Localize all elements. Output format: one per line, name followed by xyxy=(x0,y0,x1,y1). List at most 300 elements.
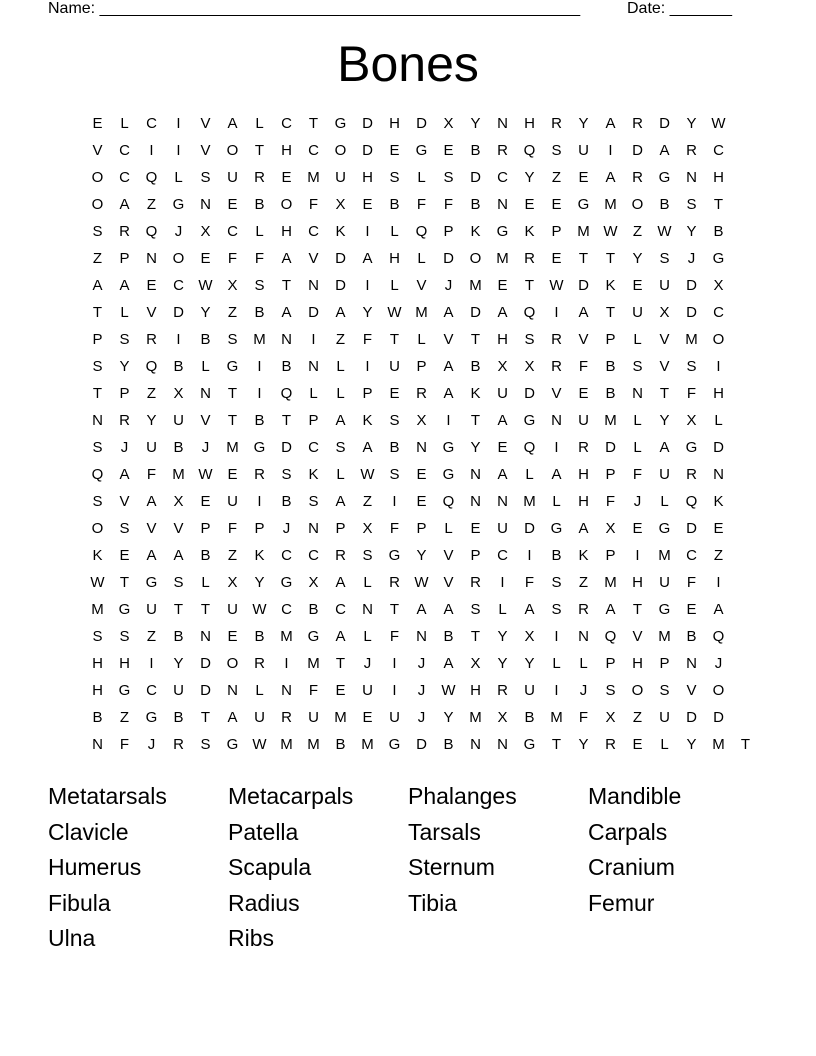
grid-letter: I xyxy=(554,304,559,321)
grid-letter: B xyxy=(173,709,184,726)
grid-letter: R xyxy=(416,385,427,402)
grid-letter: X xyxy=(362,520,373,537)
grid-letter: M xyxy=(172,466,185,483)
grid-row xyxy=(84,465,759,492)
grid-letter: W xyxy=(198,277,213,294)
grid-letter: T xyxy=(389,601,400,618)
grid-letter: A xyxy=(92,277,103,294)
grid-letter: S xyxy=(119,331,130,348)
grid-letter: A xyxy=(497,412,508,429)
grid-letter: P xyxy=(92,331,103,348)
grid-letter: B xyxy=(254,628,265,645)
grid-letter: L xyxy=(417,169,426,186)
grid-letter: Y xyxy=(686,115,697,132)
grid-letter: J xyxy=(444,277,453,294)
grid-letter: B xyxy=(443,628,454,645)
grid-letter: Y xyxy=(146,412,157,429)
grid-letter: A xyxy=(659,142,670,159)
grid-letter: G xyxy=(145,574,158,591)
grid-letter: M xyxy=(307,169,320,186)
grid-letter: A xyxy=(443,385,454,402)
grid-letter: K xyxy=(362,412,373,429)
grid-letter: Q xyxy=(91,466,104,483)
grid-letter: D xyxy=(443,250,454,267)
grid-letter: R xyxy=(119,223,130,240)
grid-row xyxy=(84,735,759,762)
grid-letter: S xyxy=(362,547,373,564)
grid-letter: C xyxy=(308,547,319,564)
grid-letter: M xyxy=(307,655,320,672)
grid-letter: T xyxy=(470,331,481,348)
grid-letter: C xyxy=(119,169,130,186)
grid-letter: K xyxy=(254,547,265,564)
grid-letter: A xyxy=(497,304,508,321)
grid-letter: N xyxy=(497,736,508,753)
grid-letter: N xyxy=(281,682,292,699)
grid-letter: D xyxy=(470,304,481,321)
grid-letter: Q xyxy=(280,385,293,402)
grid-letter: S xyxy=(605,682,616,699)
grid-letter: C xyxy=(119,142,130,159)
grid-letter: E xyxy=(146,277,157,294)
grid-letter: K xyxy=(335,223,346,240)
grid-letter: L xyxy=(660,493,669,510)
grid-letter: W xyxy=(198,466,213,483)
grid-letter: Z xyxy=(632,709,643,726)
grid-letter: Z xyxy=(146,196,157,213)
page-title: Bones xyxy=(337,36,479,92)
grid-letter: T xyxy=(551,736,562,753)
grid-letter: V xyxy=(578,331,589,348)
grid-letter: F xyxy=(389,628,400,645)
word-list-item: Scapula xyxy=(228,854,312,880)
grid-row xyxy=(84,654,759,681)
grid-letter: B xyxy=(389,439,400,456)
grid-letter: E xyxy=(416,493,427,510)
grid-letter: V xyxy=(92,142,103,159)
grid-letter: D xyxy=(713,709,724,726)
grid-letter: G xyxy=(307,628,320,645)
word-list-item: Humerus xyxy=(48,854,142,880)
grid-letter: A xyxy=(362,439,373,456)
grid-letter: S xyxy=(686,196,697,213)
grid-letter: K xyxy=(605,277,616,294)
grid-letter: T xyxy=(335,655,346,672)
grid-letter: S xyxy=(227,331,238,348)
grid-letter: R xyxy=(686,142,697,159)
grid-letter: Z xyxy=(146,628,157,645)
grid-letter: G xyxy=(172,196,185,213)
grid-row xyxy=(84,384,759,411)
word-list-item: Clavicle xyxy=(48,818,129,845)
grid-letter: S xyxy=(659,250,670,267)
grid-letter: E xyxy=(443,142,454,159)
grid-letter: O xyxy=(172,250,185,267)
grid-letter: M xyxy=(280,628,293,645)
grid-letter: L xyxy=(633,412,642,429)
grid-letter: S xyxy=(659,682,670,699)
grid-letter: P xyxy=(254,520,265,537)
grid-letter: J xyxy=(120,439,129,456)
grid-letter: K xyxy=(524,223,535,240)
grid-letter: E xyxy=(470,520,481,537)
grid-letter: Y xyxy=(524,655,535,672)
grid-letter: V xyxy=(686,682,697,699)
grid-letter: R xyxy=(578,439,589,456)
grid-letter: B xyxy=(254,304,265,321)
grid-letter: M xyxy=(361,736,374,753)
grid-letter: I xyxy=(149,142,154,159)
grid-letter: T xyxy=(578,250,589,267)
grid-letter: M xyxy=(334,709,347,726)
grid-row xyxy=(84,546,759,573)
grid-letter: F xyxy=(605,493,616,510)
grid-letter: L xyxy=(255,115,264,132)
grid-letter: D xyxy=(686,709,697,726)
grid-letter: T xyxy=(173,601,184,618)
grid-letter: Q xyxy=(523,142,536,159)
grid-letter: E xyxy=(227,628,238,645)
grid-letter: N xyxy=(281,331,292,348)
grid-letter: L xyxy=(714,412,723,429)
grid-letter: R xyxy=(281,709,292,726)
grid-letter: E xyxy=(335,682,346,699)
grid-letter: F xyxy=(227,520,238,537)
grid-letter: F xyxy=(686,574,697,591)
word-list-item: Femur xyxy=(588,889,655,916)
grid-letter: A xyxy=(605,169,616,186)
grid-letter: U xyxy=(659,574,670,591)
grid-letter: G xyxy=(442,439,455,456)
grid-letter: L xyxy=(255,223,264,240)
grid-letter: T xyxy=(524,277,535,294)
grid-letter: F xyxy=(389,520,400,537)
grid-letter: S xyxy=(92,358,103,375)
grid-letter: Z xyxy=(92,250,103,267)
grid-letter: E xyxy=(632,736,643,753)
grid-letter: E xyxy=(524,196,535,213)
grid-letter: O xyxy=(631,196,644,213)
grid-letter: G xyxy=(577,196,590,213)
grid-row xyxy=(84,303,759,330)
grid-letter: Q xyxy=(145,223,158,240)
grid-letter: R xyxy=(389,574,400,591)
grid-letter: W xyxy=(387,304,402,321)
grid-letter: Z xyxy=(227,304,238,321)
grid-letter: C xyxy=(227,223,238,240)
grid-letter: E xyxy=(632,277,643,294)
grid-letter: M xyxy=(604,412,617,429)
grid-letter: C xyxy=(497,169,508,186)
grid-letter: X xyxy=(713,277,724,294)
grid-letter: E xyxy=(578,385,589,402)
grid-letter: P xyxy=(443,223,454,240)
grid-letter: F xyxy=(308,196,319,213)
grid-letter: Z xyxy=(551,169,562,186)
grid-letter: H xyxy=(470,682,481,699)
grid-letter: V xyxy=(146,520,157,537)
grid-letter: C xyxy=(146,682,157,699)
grid-letter: Z xyxy=(146,385,157,402)
grid-letter: X xyxy=(524,628,535,645)
grid-letter: D xyxy=(524,520,535,537)
grid-letter: H xyxy=(92,682,103,699)
grid-letter: L xyxy=(390,223,399,240)
grid-letter: S xyxy=(173,574,184,591)
grid-letter: V xyxy=(659,358,670,375)
grid-letter: O xyxy=(226,142,239,159)
grid-row xyxy=(84,168,759,195)
grid-letter: Q xyxy=(523,439,536,456)
grid-letter: C xyxy=(497,547,508,564)
grid-letter: S xyxy=(308,493,319,510)
grid-letter: A xyxy=(578,520,589,537)
grid-letter: H xyxy=(578,493,589,510)
grid-letter: I xyxy=(257,385,262,402)
grid-letter: N xyxy=(470,493,481,510)
grid-letter: B xyxy=(308,601,319,618)
grid-letter: J xyxy=(633,493,642,510)
grid-letter: R xyxy=(632,115,643,132)
grid-letter: E xyxy=(362,196,373,213)
grid-letter: I xyxy=(554,682,559,699)
grid-letter: Q xyxy=(145,169,158,186)
grid-letter: G xyxy=(712,250,725,267)
grid-letter: O xyxy=(712,331,725,348)
grid-letter: A xyxy=(335,304,346,321)
grid-letter: Y xyxy=(578,115,589,132)
grid-letter: X xyxy=(227,574,238,591)
grid-letter: P xyxy=(416,358,427,375)
grid-letter: D xyxy=(308,304,319,321)
grid-letter: S xyxy=(92,493,103,510)
grid-letter: L xyxy=(498,601,507,618)
grid-letter: B xyxy=(281,358,292,375)
grid-letter: R xyxy=(578,601,589,618)
grid-letter: T xyxy=(119,574,130,591)
grid-letter: P xyxy=(605,466,616,483)
grid-letter: B xyxy=(605,358,616,375)
grid-letter: S xyxy=(200,169,211,186)
grid-letter: T xyxy=(200,709,211,726)
grid-letter: U xyxy=(173,412,184,429)
grid-letter: O xyxy=(334,142,347,159)
grid-letter: K xyxy=(578,547,589,564)
grid-letter: V xyxy=(173,520,184,537)
grid-letter: P xyxy=(551,223,562,240)
grid-letter: I xyxy=(392,493,397,510)
grid-letter: C xyxy=(713,304,724,321)
grid-letter: B xyxy=(254,412,265,429)
grid-letter: X xyxy=(200,223,211,240)
grid-letter: N xyxy=(686,655,697,672)
grid-letter: Q xyxy=(604,628,617,645)
grid-letter: B xyxy=(389,196,400,213)
grid-letter: R xyxy=(146,331,157,348)
grid-letter: V xyxy=(443,574,454,591)
grid-letter: X xyxy=(308,574,319,591)
grid-letter: X xyxy=(470,655,481,672)
grid-letter: F xyxy=(686,385,697,402)
grid-letter: A xyxy=(335,574,346,591)
grid-letter: A xyxy=(605,601,616,618)
grid-letter: N xyxy=(200,196,211,213)
grid-letter: L xyxy=(174,169,183,186)
grid-letter: O xyxy=(631,682,644,699)
grid-letter: A xyxy=(443,304,454,321)
grid-letter: U xyxy=(362,682,373,699)
grid-letter: U xyxy=(146,601,157,618)
grid-letter: R xyxy=(254,169,265,186)
grid-letter: N xyxy=(470,736,481,753)
grid-letter: M xyxy=(253,331,266,348)
grid-letter: S xyxy=(686,358,697,375)
grid-letter: R xyxy=(497,142,508,159)
grid-letter: G xyxy=(442,466,455,483)
grid-row xyxy=(84,114,759,141)
grid-letter: Z xyxy=(578,574,589,591)
grid-letter: I xyxy=(716,358,721,375)
grid-letter: A xyxy=(443,358,454,375)
grid-letter: S xyxy=(551,142,562,159)
grid-letter: T xyxy=(308,115,319,132)
grid-letter: N xyxy=(200,385,211,402)
grid-letter: T xyxy=(713,196,724,213)
grid-letter: N xyxy=(497,493,508,510)
grid-letter: H xyxy=(632,655,643,672)
grid-letter: Y xyxy=(578,736,589,753)
grid-letter: E xyxy=(92,115,103,132)
grid-letter: Z xyxy=(362,493,373,510)
grid-letter: U xyxy=(227,493,238,510)
grid-letter: I xyxy=(392,655,397,672)
grid-letter: N xyxy=(713,466,724,483)
grid-letter: H xyxy=(713,385,724,402)
grid-letter: A xyxy=(335,493,346,510)
grid-letter: R xyxy=(551,115,562,132)
grid-letter: S xyxy=(632,358,643,375)
grid-letter: I xyxy=(176,115,181,132)
grid-letter: V xyxy=(443,331,454,348)
grid-letter: N xyxy=(470,466,481,483)
grid-letter: S xyxy=(551,574,562,591)
grid-letter: N xyxy=(308,520,319,537)
word-list-item: Patella xyxy=(228,818,299,845)
grid-letter: I xyxy=(284,655,289,672)
grid-letter: A xyxy=(227,115,238,132)
grid-letter: C xyxy=(281,115,292,132)
grid-letter: A xyxy=(578,304,589,321)
grid-letter: A xyxy=(119,196,130,213)
grid-letter: H xyxy=(632,574,643,591)
grid-letter: N xyxy=(497,196,508,213)
grid-letter: U xyxy=(659,709,670,726)
grid-letter: A xyxy=(281,250,292,267)
grid-letter: G xyxy=(118,682,131,699)
grid-letter: U xyxy=(335,169,346,186)
grid-letter: S xyxy=(119,628,130,645)
grid-letter: G xyxy=(550,520,563,537)
grid-letter: L xyxy=(201,574,210,591)
word-list-item: Phalanges xyxy=(408,783,517,809)
grid-letter: I xyxy=(716,574,721,591)
grid-letter: X xyxy=(173,385,184,402)
grid-letter: A xyxy=(713,601,724,618)
grid-letter: T xyxy=(605,250,616,267)
grid-letter: D xyxy=(200,682,211,699)
grid-letter: W xyxy=(549,277,564,294)
grid-letter: E xyxy=(686,601,697,618)
grid-letter: V xyxy=(200,115,211,132)
grid-letter: W xyxy=(441,682,456,699)
grid-letter: R xyxy=(605,736,616,753)
grid-letter: M xyxy=(469,709,482,726)
grid-row xyxy=(84,276,759,303)
grid-letter: T xyxy=(281,277,292,294)
grid-letter: S xyxy=(335,439,346,456)
grid-letter: N xyxy=(362,601,373,618)
date-field-label: Date: _______ xyxy=(627,0,732,17)
grid-letter: F xyxy=(578,709,589,726)
grid-letter: L xyxy=(417,250,426,267)
grid-letter: D xyxy=(605,439,616,456)
grid-letter: U xyxy=(632,304,643,321)
name-field-label: Name: ______________________________________________________ xyxy=(48,0,581,17)
grid-letter: J xyxy=(579,682,588,699)
grid-letter: B xyxy=(443,736,454,753)
grid-letter: P xyxy=(362,385,373,402)
grid-letter: L xyxy=(336,385,345,402)
grid-letter: A xyxy=(146,493,157,510)
grid-letter: D xyxy=(686,277,697,294)
grid-letter: Z xyxy=(632,223,643,240)
grid-letter: D xyxy=(659,115,670,132)
grid-letter: B xyxy=(605,385,616,402)
grid-letter: M xyxy=(91,601,104,618)
grid-letter: B xyxy=(335,736,346,753)
grid-letter: N xyxy=(227,682,238,699)
grid-letter: Y xyxy=(362,304,373,321)
grid-letter: I xyxy=(257,358,262,375)
grid-letter: M xyxy=(712,736,725,753)
word-list-item: Radius xyxy=(228,889,300,916)
grid-letter: G xyxy=(280,574,293,591)
grid-letter: E xyxy=(227,466,238,483)
grid-letter: T xyxy=(227,412,238,429)
grid-letter: V xyxy=(146,304,157,321)
grid-letter: L xyxy=(552,493,561,510)
grid-letter: R xyxy=(632,169,643,186)
grid-row xyxy=(84,249,759,276)
grid-letter: N xyxy=(686,169,697,186)
grid-letter: L xyxy=(633,331,642,348)
grid-letter: A xyxy=(605,115,616,132)
grid-letter: E xyxy=(227,196,238,213)
grid-letter: X xyxy=(659,304,670,321)
grid-letter: M xyxy=(469,277,482,294)
grid-letter: H xyxy=(362,169,373,186)
grid-letter: B xyxy=(551,547,562,564)
grid-letter: B xyxy=(254,196,265,213)
grid-letter: Q xyxy=(442,493,455,510)
grid-letter: F xyxy=(362,331,373,348)
grid-letter: T xyxy=(632,601,643,618)
grid-letter: E xyxy=(389,142,400,159)
grid-letter: X xyxy=(335,196,346,213)
grid-letter: G xyxy=(388,547,401,564)
grid-letter: V xyxy=(200,412,211,429)
grid-letter: I xyxy=(176,142,181,159)
